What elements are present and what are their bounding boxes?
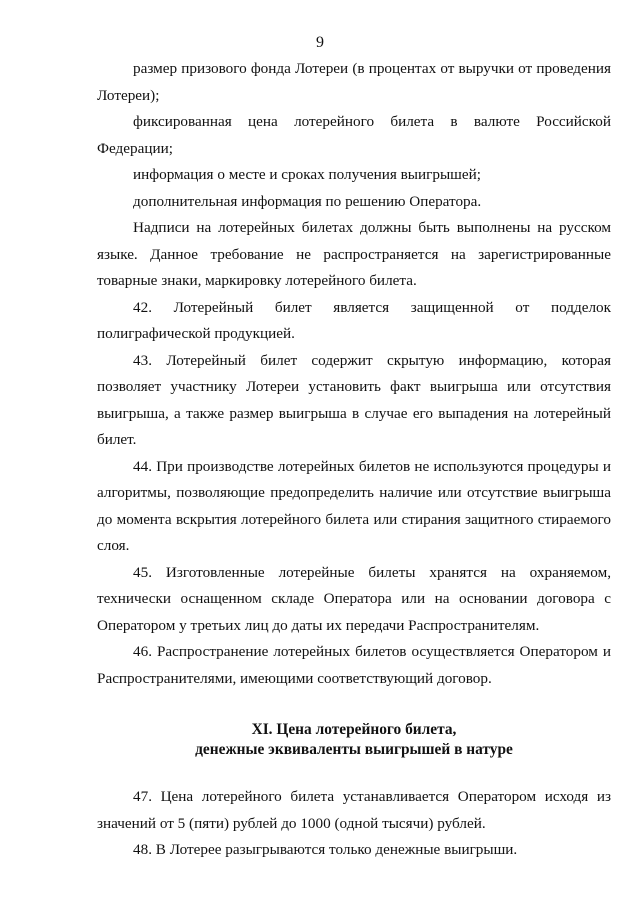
section-heading-line-1: XI. Цена лотерейного билета, (251, 721, 457, 738)
paragraph-item-46: 46. Распространение лотерейных билетов осуществляется Оператором и Распространителями, имеющими соответствующий договор. (97, 643, 611, 687)
paragraph-item-48: 48. В Лотерее разыгрываются только денежные выигрыши. (133, 841, 518, 858)
paragraph-item-42: 42. Лотерейный билет является защищенной от подделок полиграфической продукцией. (97, 298, 611, 342)
section-heading (97, 720, 611, 760)
paragraph-ticket-language: Надписи на лотерейных билетах должны быть выполнены на русском языке. Данное требование не распространяется на зарегистрированные товарные знаки, маркировку лотерейного билета. (97, 219, 611, 289)
page-number: 9 (316, 34, 324, 51)
paragraph-item-45: 45. Изготовленные лотерейные билеты хранятся на охраняемом, технически оснащенном складе Оператора или на основании договора с Оператором у третьих лиц до даты их передачи Распространителям. (97, 563, 611, 634)
paragraph-prize-fund: размер призового фонда Лотереи (в процентах от выручки от проведения Лотереи); (97, 60, 611, 104)
paragraph-item-47: 47. Цена лотерейного билета устанавливается Оператором исходя из значений от 5 (пяти) рублей до 1000 (одной тысячи) рублей. (97, 788, 611, 832)
paragraph-winnings-info: информация о месте и сроках получения выигрышей; (133, 166, 481, 183)
paragraph-ticket-price: фиксированная цена лотерейного билета в валюте Российской Федерации; (97, 113, 611, 157)
paragraph-additional-info: дополнительная информация по решению Оператора. (133, 192, 482, 210)
spacer (97, 692, 611, 720)
document-body (97, 56, 611, 864)
paragraph-item-44: 44. При производстве лотерейных билетов не используются процедуры и алгоритмы, позволяющие предопределить наличие или отсутствие выигрыша до момента вскрытия лотерейного билета или стирания защитного стираемого слоя. (97, 457, 611, 554)
paragraph-item-43: 43. Лотерейный билет содержит скрытую информацию, которая позволяет участнику Лотереи установить факт выигрыша или отсутствия выигрыша, а также размер выигрыша в случае его выпадения на лотерейный билет. (97, 351, 611, 448)
section-heading-line-2: денежные эквиваленты выигрышей в натуре (195, 741, 513, 758)
spacer (97, 760, 611, 784)
